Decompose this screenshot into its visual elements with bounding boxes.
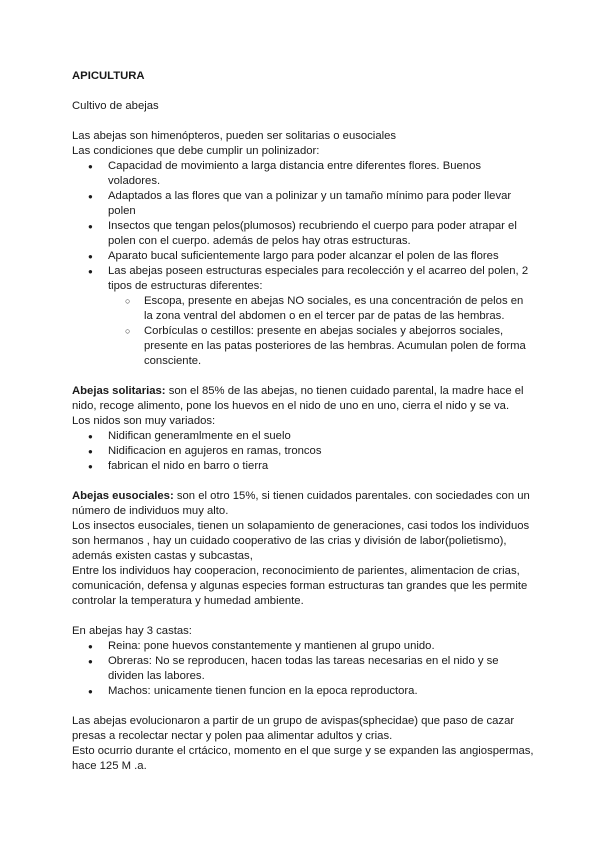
sublist-item: ○ Escopa, presente en abejas NO sociales, es una concentración de pelos en la zona ventral del abdomen o en el tercer par de patas de las hembras. — [72, 294, 534, 324]
evolucion-paragraph-2: Esto ocurrio durante el crtácico, momento en el que surge y se expanden las angiospermas, hace 125 M .a. — [72, 745, 534, 772]
solitarias-text: son el 85% de las abejas, no tienen cuidado parental, la madre hace el nido, recoge alimento, pone los huevos en el nido de uno en uno, cierra el nido y se va. — [72, 385, 524, 412]
intro-line: Las abejas son himenópteros, pueden ser solitarias o eusociales — [72, 130, 397, 142]
solitarias-paragraph — [72, 384, 534, 414]
list-item-text: Las abejas poseen estructuras especiales para recolección y el acarreo del polen, 2 tipos de estructuras diferentes: — [108, 265, 529, 292]
list-item: ● fabrican el nido en barro o tierra — [72, 459, 534, 474]
list-item: ● Capacidad de movimiento a larga distancia entre diferentes flores. Buenos voladores. — [72, 159, 534, 189]
sublist-item: ○ Corbículas o cestillos: presente en abejas sociales y abejorros sociales, presente en las patas posteriores de las hembras. Acumulan polen de forma consciente. — [72, 324, 534, 369]
list-item: ● Adaptados a las flores que van a polinizar y un tamaño mínimo para poder llevar polen — [72, 189, 534, 219]
list-item: ● Reina: pone huevos constantemente y mantienen al grupo unido. — [72, 639, 534, 654]
eusociales-paragraph-2: Los insectos eusociales, tienen un solapamiento de generaciones, casi todos los individuos son hermanos , hay un cuidado cooperativo de las crias y división de labor(polietismo), además existen castas y subcastas, — [72, 520, 530, 562]
eusociales-text: son el otro 15%, si tienen cuidados parentales. con sociedades con un número de individuos muy alto. — [72, 490, 530, 517]
list-item: ● Nidificacion en agujeros en ramas, troncos — [72, 444, 534, 459]
eusociales-paragraph — [72, 489, 534, 519]
nidos-list — [72, 429, 534, 474]
list-item: ● Aparato bucal suficientemente largo para poder alcanzar el polen de las flores — [72, 249, 534, 264]
document-body — [72, 69, 534, 774]
eusociales-paragraph-3: Entre los individuos hay cooperacion, reconocimiento de parientes, alimentacion de crias, comunicación, defensa y algunas especies forman estructuras tan grandes que les permite controlar la temperatura y humedad ambiente. — [72, 565, 528, 607]
list-item: ● Machos: unicamente tienen funcion en la epoca reproductora. — [72, 684, 534, 699]
evolucion-paragraph-1: Las abejas evolucionaron a partir de un grupo de avispas(sphecidae) que paso de cazar presas a recolectar nectar y polen paa alimentar adultos y crias. — [72, 715, 515, 742]
list-item: ● Insectos que tengan pelos(plumosos) recubriendo el cuerpo para poder atrapar el polen con el cuerpo. además de pelos hay otras estructuras. — [72, 219, 534, 249]
solitarias-label: Abejas solitarias: — [72, 385, 166, 397]
castas-list — [72, 639, 534, 699]
polinizador-conditions-list — [72, 159, 534, 369]
pollen-structures-sublist — [108, 294, 534, 369]
castas-intro: En abejas hay 3 castas: — [72, 625, 192, 637]
intro-line: Las condiciones que debe cumplir un polinizador: — [72, 145, 320, 157]
list-item: ● Nidifican generamlmente en el suelo — [72, 429, 534, 444]
eusociales-label: Abejas eusociales: — [72, 490, 174, 502]
nidos-line: Los nidos son muy variados: — [72, 415, 216, 427]
document-subtitle: Cultivo de abejas — [72, 100, 159, 112]
list-item: ● Obreras: No se reproducen, hacen todas las tareas necesarias en el nido y se dividen las labores. — [72, 654, 534, 684]
list-item — [72, 264, 534, 369]
document-title: APICULTURA — [72, 70, 145, 82]
